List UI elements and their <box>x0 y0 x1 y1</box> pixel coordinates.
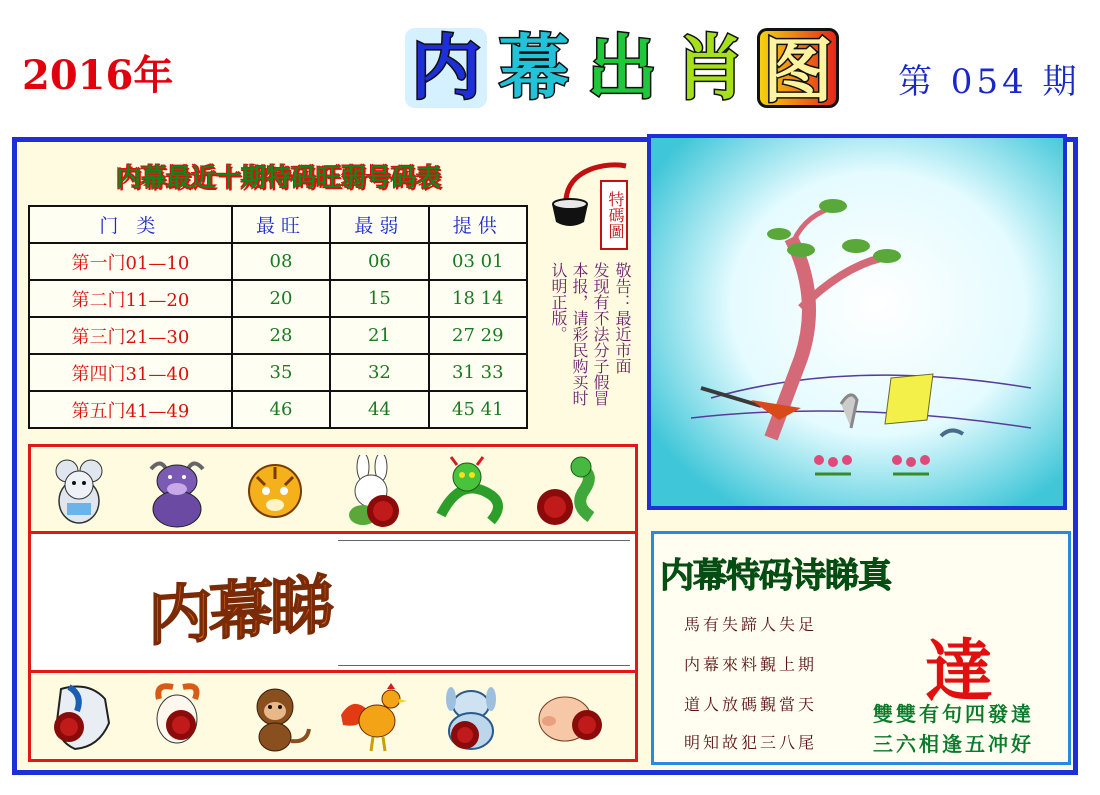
dragon-icon <box>431 455 511 529</box>
logo-char: 图 <box>757 28 839 108</box>
cell-cold: 32 <box>330 354 428 391</box>
tiger-icon <box>235 455 315 529</box>
column-header: 最旺 <box>232 206 330 243</box>
logo-char: 出 <box>587 27 657 109</box>
poem-line: 道人放碼覲當天 <box>684 695 818 714</box>
snake-icon <box>529 455 609 529</box>
slogan-blank <box>338 540 630 666</box>
table-header-row <box>29 206 527 243</box>
table-row <box>29 243 527 280</box>
table-row <box>29 280 527 317</box>
rat-icon <box>39 455 119 529</box>
poem-line: 馬有失蹄人失足 <box>684 615 818 634</box>
goat-icon <box>137 681 217 755</box>
poem-title: 内幕特码诗睇真 <box>660 556 891 596</box>
stamp-label: 特碼圖 <box>600 180 628 250</box>
cell-provide: 03 01 <box>429 243 527 280</box>
hint-line: 雙雙有句四發達 <box>873 702 1034 726</box>
rabbit-icon <box>333 455 413 529</box>
column-header: 最弱 <box>330 206 428 243</box>
cell-cold: 44 <box>330 391 428 428</box>
monkey-icon <box>235 681 315 755</box>
cell-cold: 21 <box>330 317 428 354</box>
cell-provide: 45 41 <box>429 391 527 428</box>
zodiac-row-top <box>28 444 638 534</box>
cell-category: 第五门41—49 <box>29 391 232 428</box>
issue-number: 第 054 期 <box>898 62 1081 102</box>
notice-column: 认明正版。 <box>549 262 568 342</box>
table-title: 内幕最近十期特码旺弱号码表 <box>116 163 442 192</box>
stamp-emblem <box>548 160 628 250</box>
number-table <box>28 205 528 429</box>
tree-scene-icon <box>651 138 1063 506</box>
ox-icon <box>137 455 217 529</box>
title-logo <box>405 28 845 112</box>
poem-line: 明知故犯三八尾 <box>684 733 818 752</box>
cell-cold: 06 <box>330 243 428 280</box>
table-row <box>29 354 527 391</box>
cell-category: 第一门01—10 <box>29 243 232 280</box>
cell-category: 第四门31—40 <box>29 354 232 391</box>
notice-column: 本报，请彩民购买时 <box>570 262 589 406</box>
highlight-char: 達 <box>925 632 994 712</box>
cell-cold: 15 <box>330 280 428 317</box>
cell-hot: 35 <box>232 354 330 391</box>
cell-category: 第三门21—30 <box>29 317 232 354</box>
column-header: 提供 <box>429 206 527 243</box>
cell-provide: 31 33 <box>429 354 527 391</box>
notice-column: 敬告：最近市面 <box>613 262 632 374</box>
cell-category: 第二门11—20 <box>29 280 232 317</box>
cell-hot: 46 <box>232 391 330 428</box>
table-row <box>29 317 527 354</box>
hint-line: 三六相逢五冲好 <box>873 732 1034 756</box>
year-label: 2016年 <box>22 52 174 99</box>
cell-provide: 18 14 <box>429 280 527 317</box>
zodiac-row-bottom <box>28 670 638 762</box>
cell-hot: 28 <box>232 317 330 354</box>
horse-icon <box>39 681 119 755</box>
pig-icon <box>529 681 609 755</box>
cell-provide: 27 29 <box>429 317 527 354</box>
rooster-icon <box>333 681 413 755</box>
notice-column: 发现有不法分子假冒 <box>591 262 610 406</box>
logo-char: 幕 <box>499 27 569 109</box>
slogan-text: 内幕睇 <box>148 568 331 656</box>
poem-line: 内幕來料覲上期 <box>684 655 818 674</box>
logo-char: 肖 <box>675 27 745 109</box>
logo-char: 内 <box>405 28 487 108</box>
cell-hot: 20 <box>232 280 330 317</box>
dog-icon <box>431 681 511 755</box>
illustration-panel <box>647 134 1067 510</box>
cell-hot: 08 <box>232 243 330 280</box>
column-header: 门 类 <box>29 206 232 243</box>
notice-text <box>548 262 632 432</box>
table-row <box>29 391 527 428</box>
